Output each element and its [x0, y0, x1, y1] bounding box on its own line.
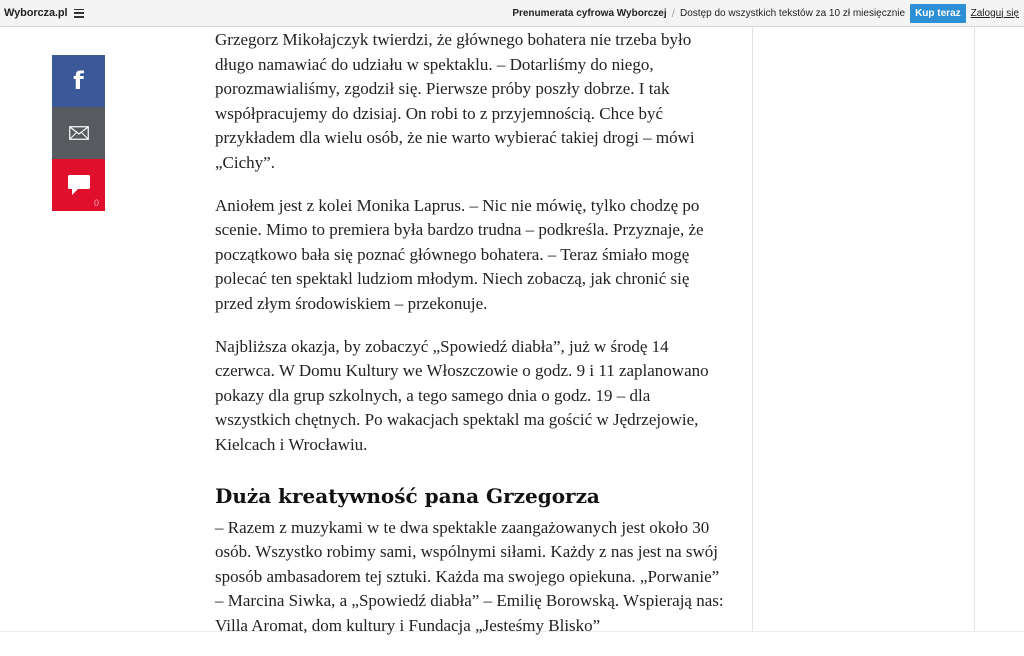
content-divider-left [752, 26, 753, 631]
site-logo[interactable]: Wyborcza.pl [4, 7, 68, 19]
article-body [215, 28, 725, 656]
subscription-offer: Dostęp do wszystkich tekstów za 10 zł miesięcznie [679, 7, 906, 19]
article-paragraph: Najbliższa okazja, by zobaczyć „Spowiedź diabła”, już w środę 14 czerwca. W Domu Kultury we Włoszczowie o godz. 9 i 11 zaplanowano pokazy dla grup szkolnych, a tego samego dnia o godz. 19 – dla wszystkich chętnych. Po wakacjach spektakl ma gościć w Jędrzejowie, Kielcach i Wrocławiu. [215, 336, 709, 454]
section-heading: Duża kreatywność pana Grzegorza [215, 483, 600, 508]
article-paragraph: – Razem z muzykami w te dwa spektakle zaangażowanych jest około 30 osób. Wszystko robimy sami, wspólnymi siłami. Każdy z nas jest na swój sposób ambasadorem tej sztuki. Każda ma swojego opiekuna. „Porwanie” – Marcina Siwka, a „Spowiedź diabła” – Emilię Borowską. Wspierają nas: Villa Aromat, dom kultury i Fundacja „Jesteśmy Blisko” [215, 517, 724, 635]
comment-icon [67, 174, 91, 196]
divider: / [671, 6, 675, 20]
share-bar [52, 55, 105, 211]
buy-now-button[interactable]: Kup teraz [910, 4, 966, 23]
hamburger-menu-icon[interactable] [74, 9, 85, 18]
comment-count: 0 [93, 198, 99, 208]
article-paragraph: Grzegorz Mikołajczyk twierdzi, że głównego bohatera nie trzeba było długo namawiać do udziału w spektaklu. – Dotarliśmy do niego, porozmawialiśmy, zgodził się. Pierwsze próby poszły dobrze. I tak współpracujemy do dzisiaj. On robi to z przyjemnością. Chce być przykładem dla wielu osób, że nie warto wybierać takiej drogi – mówi „Cichy”. [215, 30, 695, 172]
share-facebook-button[interactable] [52, 55, 105, 107]
facebook-icon: f [73, 67, 84, 95]
comments-button[interactable] [52, 159, 105, 211]
subscription-title[interactable]: Prenumerata cyfrowa Wyborczej [512, 7, 667, 19]
mail-icon [69, 126, 89, 140]
subscription-bar [512, 0, 1019, 26]
brand-tab[interactable] [0, 0, 84, 26]
login-link[interactable]: Zaloguj się [970, 7, 1019, 19]
content-divider-right [974, 26, 975, 631]
share-email-button[interactable] [52, 107, 105, 159]
article-paragraph: Aniołem jest z kolei Monika Laprus. – Nic nie mówię, tylko chodzę po scenie. Mimo to premiera była bardzo trudna – podkreśla. Przyznaje, że początkowo bała się poznać głównego bohatera. – Teraz śmiało mogę polecać ten spektakl ludziom młodym. Niech zobaczą, jak chronić się przed złym środowiskiem – przekonuje. [215, 195, 704, 313]
top-bar [0, 0, 1024, 27]
